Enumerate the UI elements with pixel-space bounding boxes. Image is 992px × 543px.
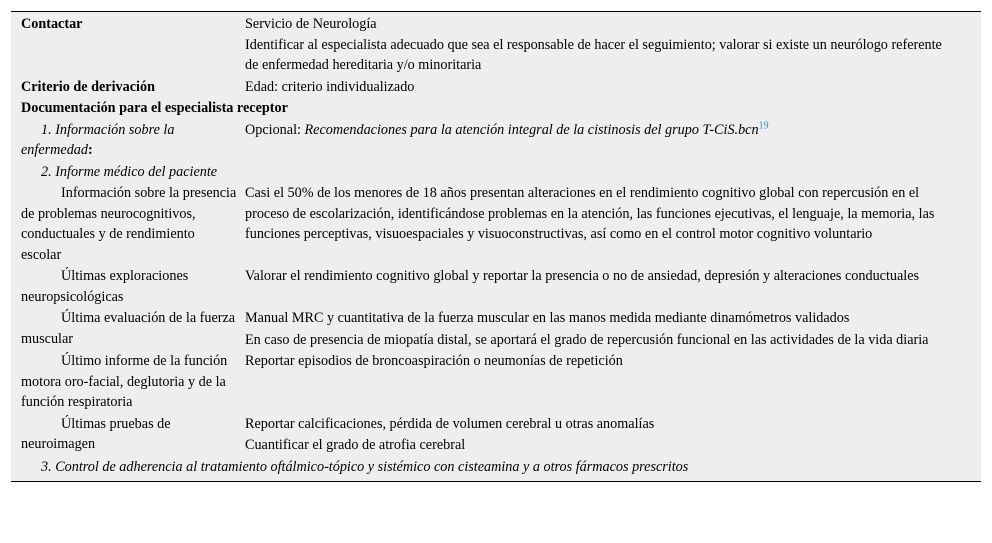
label-fuerza: Última evaluación de la fuerza muscular — [21, 310, 236, 347]
value-neuropsicologicas: Valorar el rendimiento cognitivo global y reportar la presencia o no de ansiedad, depresión y alteraciones conductuales — [245, 268, 920, 284]
value-criterio: Edad: criterio individualizado — [245, 78, 415, 95]
reference-superscript[interactable]: 19 — [758, 119, 769, 131]
label-neuropsicologicas: Últimas exploraciones neuropsicológicas — [21, 268, 189, 305]
row-neurocognitivos — [11, 182, 981, 265]
row-motora — [11, 350, 981, 413]
value-fuerza-2: En caso de presencia de miopatía distal, se aportará el grado de repercusión funcional en las actividades de la vida diaria — [245, 331, 929, 348]
row-criterio — [11, 76, 981, 98]
label-info-enfermedad-text: 1. Información sobre la enfermedad — [21, 121, 175, 158]
row-documentacion — [11, 97, 981, 119]
row-neuroimagen — [11, 413, 981, 435]
label-neurocognitivos: Información sobre la presencia de problemas neurocognitivos, conductuales y de rendimiento escolar — [21, 185, 237, 263]
value-contactar-2: Identificar al especialista adecuado que sea el responsable de hacer el seguimiento; valorar si existe un neurólogo referente de enfermedad hereditaria y/o minoritaria — [245, 36, 942, 73]
value-fuerza-1: Manual MRC y cuantitativa de la fuerza muscular en las manos medida mediante dinamómetros validados — [245, 310, 850, 326]
label-contactar: Contactar — [21, 16, 83, 32]
label-motora: Último informe de la función motora oro-facial, deglutoria y de la función respiratoria — [21, 353, 228, 410]
value-info-prefix: Opcional: — [245, 121, 305, 138]
value-motora: Reportar episodios de broncoaspiración o neumonías de repetición — [245, 353, 623, 369]
referral-table-grid — [11, 12, 981, 481]
value-contactar-1: Servicio de Neurología — [245, 16, 377, 32]
row-fuerza — [11, 307, 981, 329]
row-contactar-2 — [11, 35, 981, 76]
value-neuroimagen-1: Reportar calcificaciones, pérdida de volumen cerebral u otras anomalías — [245, 415, 655, 432]
label-informe-medico: 2. Informe médico del paciente — [41, 163, 218, 180]
label-info-enfermedad-colon: : — [87, 142, 93, 158]
label-adherencia: 3. Control de adherencia al tratamiento oftálmico-tópico y sistémico con cisteamina y a otros fármacos prescritos — [41, 458, 689, 475]
row-info-enfermedad — [11, 119, 981, 161]
label-criterio: Criterio de derivación — [21, 78, 155, 95]
row-neuropsicologicas — [11, 265, 981, 307]
value-info-enfermedad — [245, 119, 981, 161]
value-neuroimagen-2: Cuantificar el grado de atrofia cerebral — [245, 437, 466, 453]
row-contactar — [11, 12, 981, 35]
label-info-enfermedad — [11, 119, 245, 161]
value-neurocognitivos: Casi el 50% de los menores de 18 años presentan alteraciones en el rendimiento cognitivo global con repercusión en el proceso de escolarización, identificándose problemas en la atención, las funciones ejecutivas, el lenguaje, la memoria, las funciones perceptivas, visuoespaciales y visuoconstructivas, así como en el control motor cognitivo voluntario — [245, 185, 935, 242]
referral-table — [11, 11, 981, 482]
label-neuroimagen: Últimas pruebas de neuroimagen — [21, 415, 171, 452]
row-informe-medico — [11, 161, 981, 183]
label-documentacion: Documentación para el especialista receptor — [21, 100, 288, 116]
value-info-title: Recomendaciones para la atención integral de la cistinosis del grupo T-CiS.bcn — [304, 121, 759, 138]
row-adherencia — [11, 456, 981, 482]
